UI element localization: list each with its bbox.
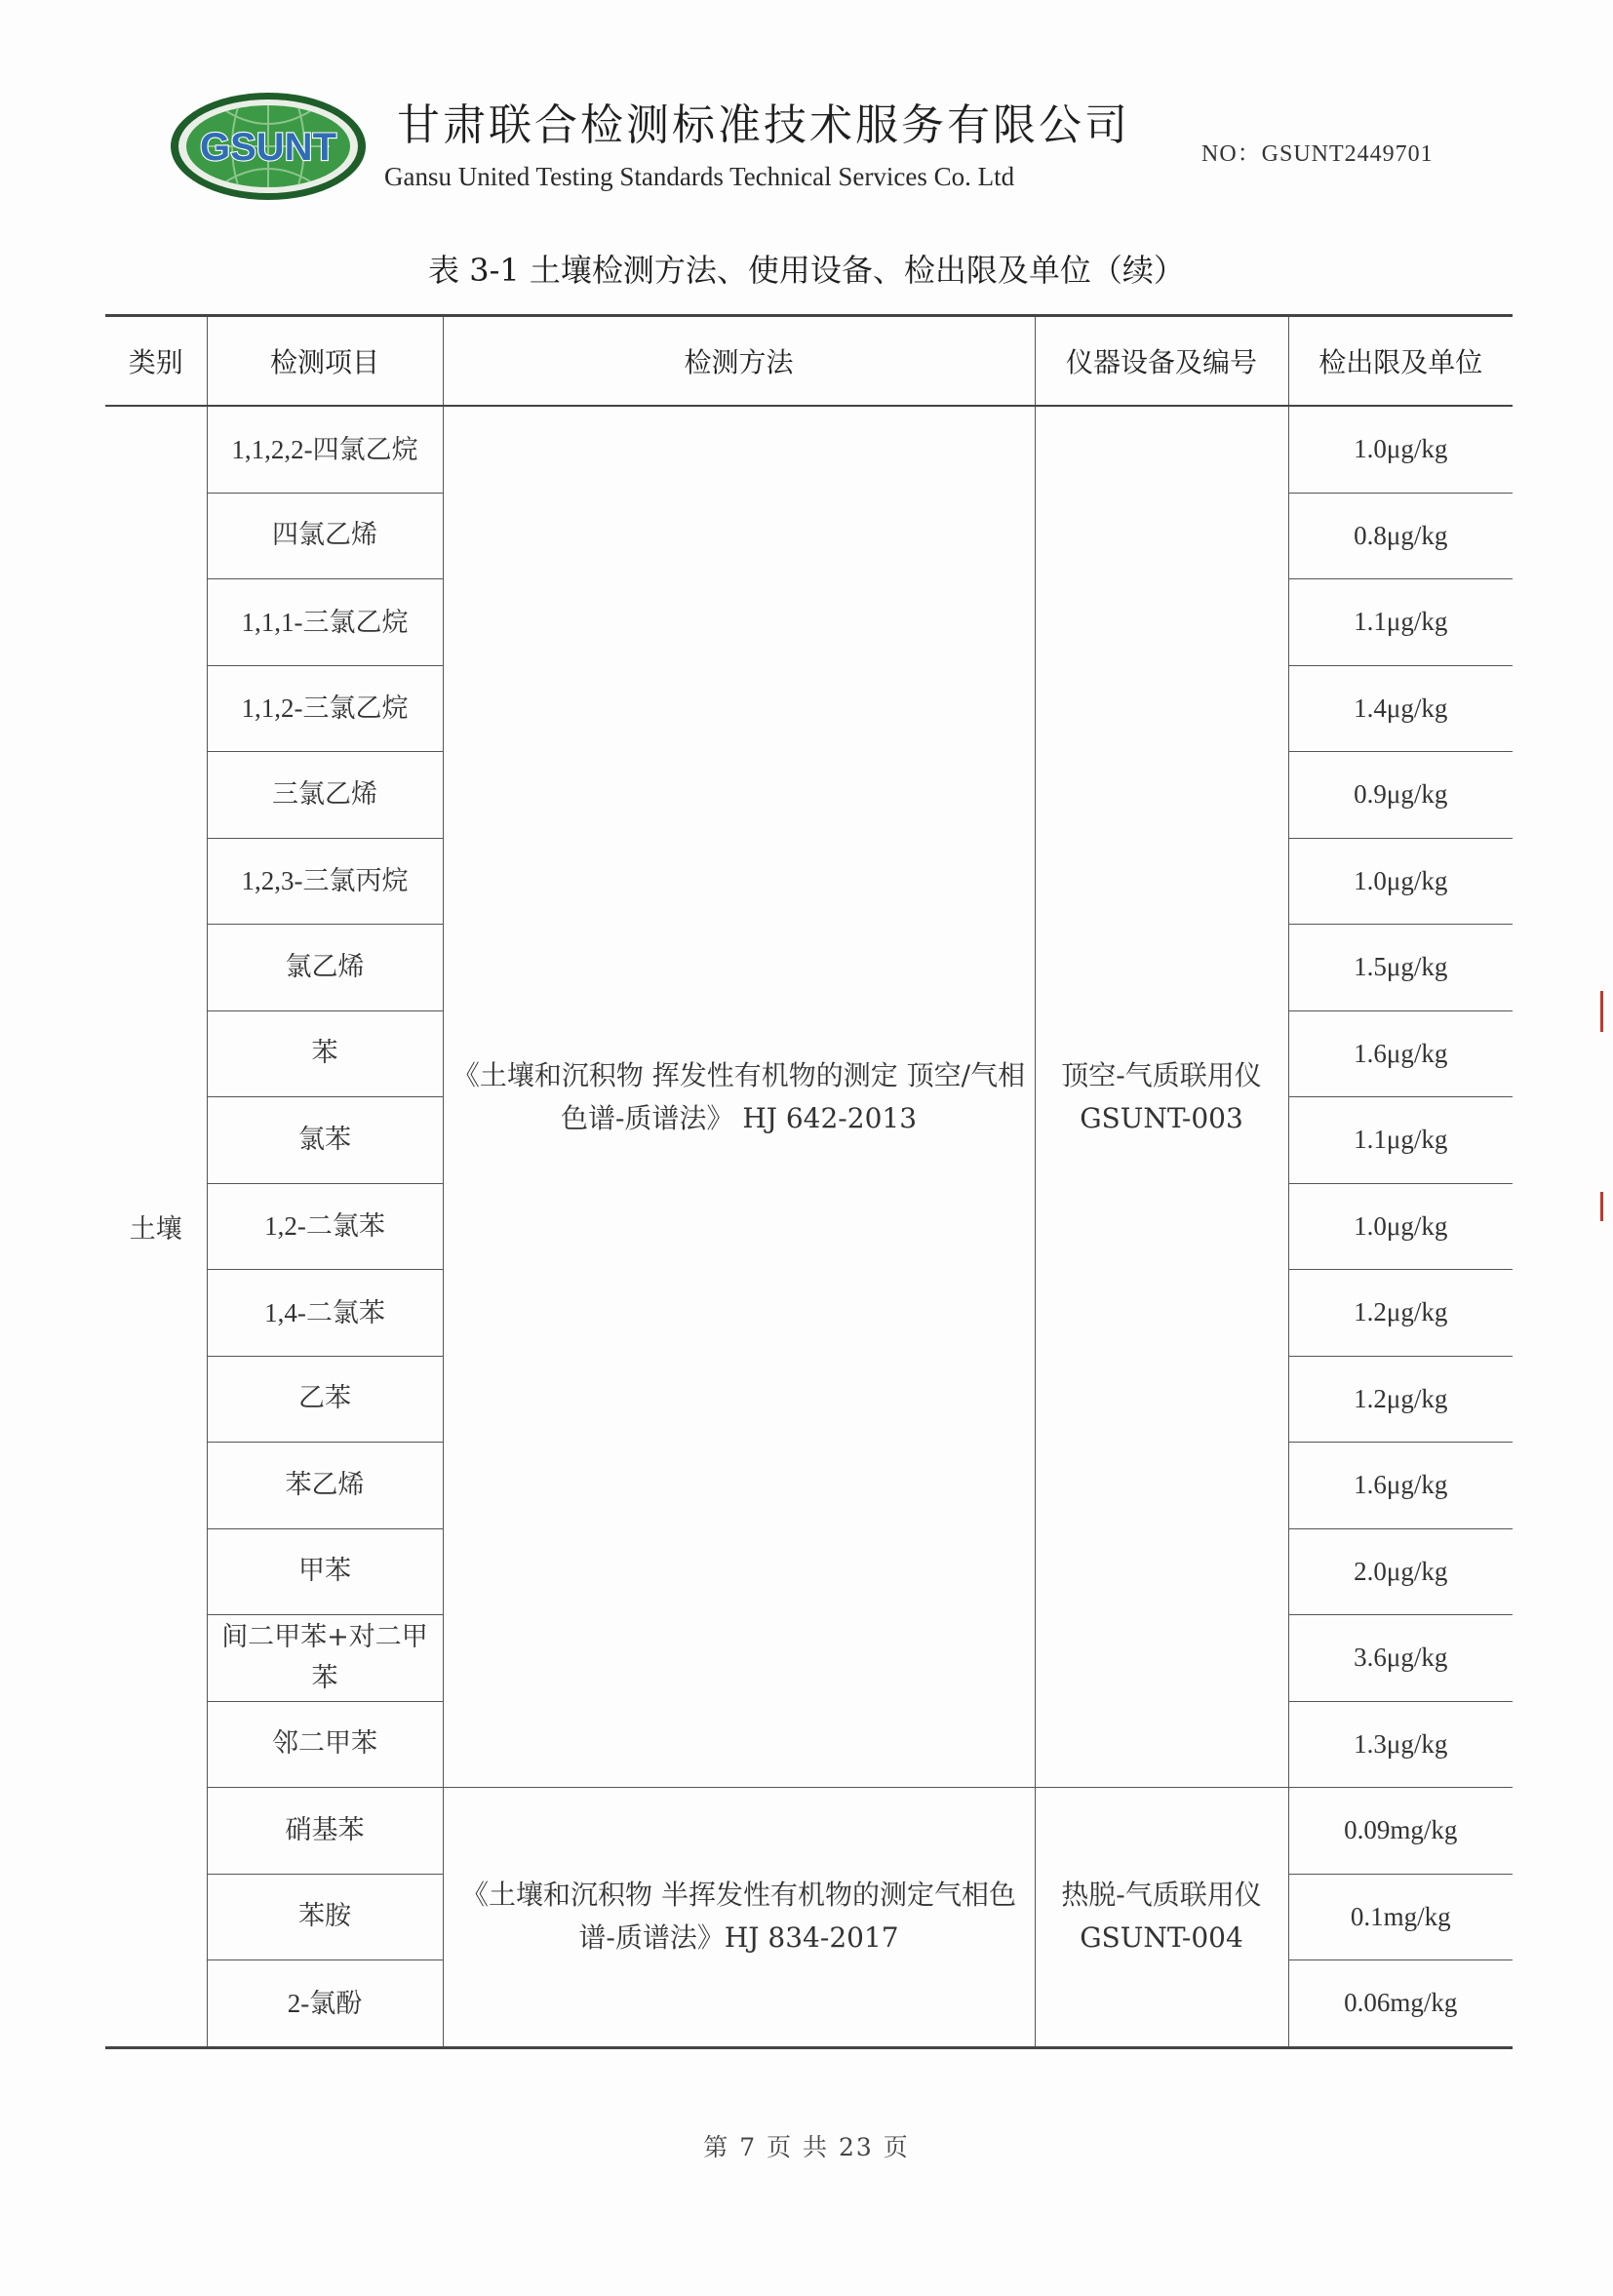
test-item: 氯苯: [207, 1097, 443, 1184]
test-item: 甲苯: [207, 1528, 443, 1615]
logo-wordmark: GSUNT: [200, 126, 336, 169]
test-item: 乙苯: [207, 1356, 443, 1443]
test-method-cell: 《土壤和沉积物 半挥发性有机物的测定气相色谱-质谱法》HJ 834-2017: [443, 1788, 1035, 2048]
detection-limit: 1.6μg/kg: [1288, 1443, 1513, 1529]
header-category: 类别: [105, 316, 207, 407]
detection-limit: 1.0μg/kg: [1288, 406, 1513, 493]
category-cell: 土壤: [105, 406, 207, 2047]
table-title: 表 3-1 土壤检测方法、使用设备、检出限及单位（续）: [428, 252, 1185, 289]
table-row: [105, 1788, 1513, 1875]
detection-limit: 1.0μg/kg: [1288, 1183, 1513, 1270]
detection-limit: 1.1μg/kg: [1288, 579, 1513, 666]
detection-limit: 1.2μg/kg: [1288, 1356, 1513, 1443]
test-item: 间二甲苯+对二甲苯: [207, 1615, 443, 1702]
header-test-method: 检测方法: [443, 316, 1035, 407]
header-test-item: 检测项目: [207, 316, 443, 407]
test-item: 硝基苯: [207, 1788, 443, 1875]
test-item: 邻二甲苯: [207, 1701, 443, 1788]
test-item: 1,1,2-三氯乙烷: [207, 665, 443, 752]
page-footer: 第 7 页 共 23 页: [703, 2133, 910, 2161]
test-item: 1,1,2,2-四氯乙烷: [207, 406, 443, 493]
test-item: 氯乙烯: [207, 925, 443, 1011]
header-detection-limit: 检出限及单位: [1288, 316, 1513, 407]
detection-limit: 2.0μg/kg: [1288, 1528, 1513, 1615]
detection-limit: 0.8μg/kg: [1288, 493, 1513, 579]
scan-edge-mark: [1600, 1192, 1603, 1221]
test-item: 四氯乙烯: [207, 493, 443, 579]
detection-limit: 0.06mg/kg: [1288, 1960, 1513, 2048]
test-item: 苯: [207, 1010, 443, 1097]
detection-limit: 3.6μg/kg: [1288, 1615, 1513, 1702]
test-method-cell: 《土壤和沉积物 挥发性有机物的测定 顶空/气相色谱-质谱法》 HJ 642-2013: [443, 406, 1035, 1788]
detection-limit: 1.1μg/kg: [1288, 1097, 1513, 1184]
detection-limit: 1.4μg/kg: [1288, 665, 1513, 752]
report-number: NO：GSUNT2449701: [1201, 141, 1434, 167]
detection-methods-table: [105, 314, 1513, 2049]
test-item: 三氯乙烯: [207, 752, 443, 839]
test-item: 1,2-二氯苯: [207, 1183, 443, 1270]
company-name-en: Gansu United Testing Standards Technical Services Co. Ltd: [384, 162, 1015, 191]
scan-edge-mark: [1600, 991, 1603, 1032]
table-header-row: [105, 316, 1513, 407]
instrument-cell: 热脱-气质联用仪 GSUNT-004: [1035, 1788, 1288, 2048]
detection-limit: 0.09mg/kg: [1288, 1788, 1513, 1875]
company-name-cn: 甘肃联合检测标准技术服务有限公司: [397, 100, 1130, 150]
test-item: 苯乙烯: [207, 1443, 443, 1529]
test-item: 2-氯酚: [207, 1960, 443, 2048]
detection-limit: 1.0μg/kg: [1288, 838, 1513, 925]
detection-limit: 0.1mg/kg: [1288, 1874, 1513, 1960]
detection-limit: 1.3μg/kg: [1288, 1701, 1513, 1788]
detection-limit: 1.6μg/kg: [1288, 1010, 1513, 1097]
test-item: 1,2,3-三氯丙烷: [207, 838, 443, 925]
detection-limit: 1.2μg/kg: [1288, 1270, 1513, 1357]
test-item: 1,4-二氯苯: [207, 1270, 443, 1357]
company-logo: [168, 90, 369, 203]
table-row: [105, 406, 1513, 493]
detection-limit: 0.9μg/kg: [1288, 752, 1513, 839]
instrument-cell: 顶空-气质联用仪 GSUNT-003: [1035, 406, 1288, 1788]
detection-limit: 1.5μg/kg: [1288, 925, 1513, 1011]
test-item: 1,1,1-三氯乙烷: [207, 579, 443, 666]
test-item: 苯胺: [207, 1874, 443, 1960]
header-instrument: 仪器设备及编号: [1035, 316, 1288, 407]
